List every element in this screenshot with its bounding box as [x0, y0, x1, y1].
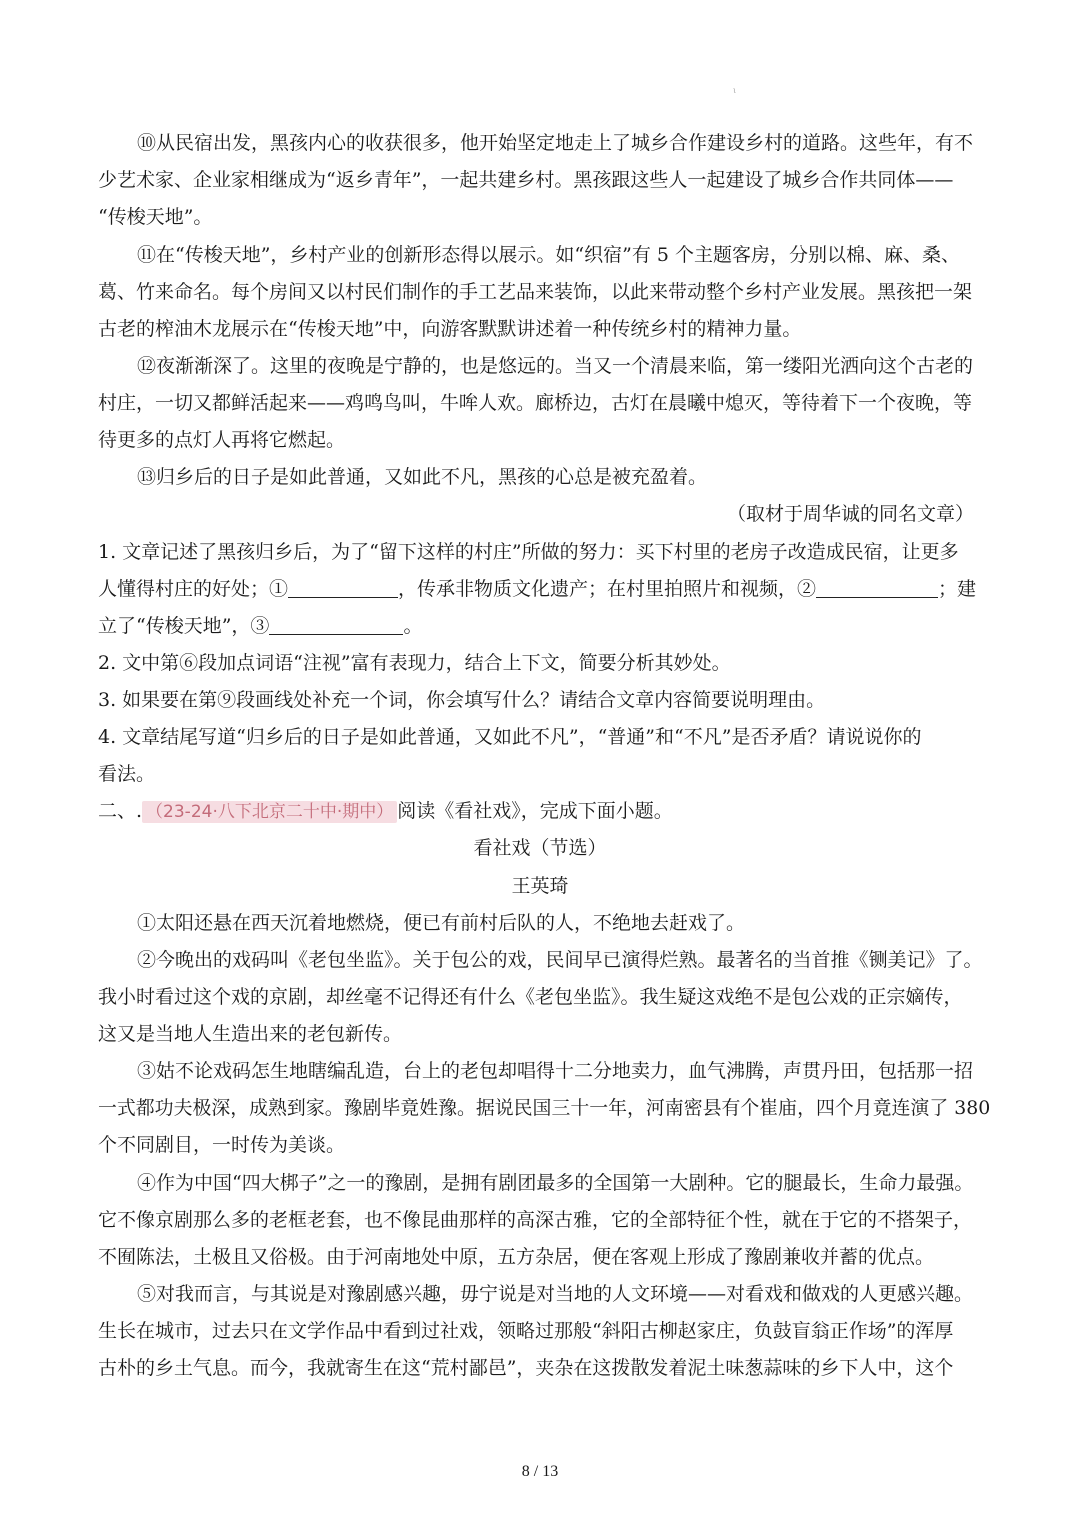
page-number: 8 / 13: [521, 1463, 559, 1480]
article-paragraph-4-line-2: 它不像京剧那么多的老框老套，也不像昆曲那样的高深古雅，它的全部特征个性，就在于它的不搭架子，: [98, 1209, 973, 1231]
article-paragraph-4-line-3: 不囿陈法，土极且又俗极。由于河南地处中原，五方杂居，便在客观上形成了豫剧兼收并蓄的优点。: [98, 1246, 935, 1268]
question-1-text-a: 人懂得村庄的好处；①: [98, 578, 289, 600]
paragraph-11-line-2: 葛、竹来命名。每个房间又以村民们制作的手工艺品来装饰，以此来带动整个乡村产业发展。黑孩把一架: [98, 281, 973, 303]
question-1-line-3: [98, 613, 422, 639]
question-1-text-b: ，传承非物质文化遗产；在村里拍照片和视频，②: [398, 578, 817, 600]
paragraph-12-line-3: 待更多的点灯人再将它燃起。: [98, 429, 346, 451]
question-1-text-e: 。: [403, 615, 423, 637]
question-3: 3. 如果要在第⑨段画线处补充一个词，你会填写什么？请结合文章内容简要说明理由。: [98, 689, 826, 711]
article-paragraph-5-line-1: ⑤对我而言，与其说是对豫剧感兴趣，毋宁说是对当地的人文环境——对看戏和做戏的人更感兴趣。: [137, 1283, 974, 1305]
article-paragraph-1: ①太阳还悬在西天沉着地燃烧，便已有前村后队的人，不绝地去赶戏了。: [137, 912, 746, 934]
question-1-text-d: 立了“传梭天地”，③: [98, 615, 270, 637]
question-1-text-c: ；建: [938, 578, 977, 600]
article-paragraph-5-line-2: 生长在城市，过去只在文学作品中看到过社戏，领略过那般“斜阳古柳赵家庄，负鼓盲翁正作场”的浑厚: [98, 1320, 954, 1342]
paragraph-10-line-1: ⑩从民宿出发，黑孩内心的收获很多，他开始坚定地走上了城乡合作建设乡村的道路。这些年，有不: [137, 132, 974, 154]
question-4-line-2: 看法。: [98, 763, 156, 785]
article-author: 王英琦: [511, 875, 569, 897]
answer-blank-1[interactable]: [288, 578, 398, 598]
scan-mark: ι: [733, 86, 737, 95]
question-1-line-1: 1. 文章记述了黑孩归乡后，为了“留下这样的村庄”所做的努力：买下村里的老房子改造成民宿，让更多: [98, 541, 959, 563]
article-paragraph-3-line-2: 一式都功夫极深，成熟到家。豫剧毕竟姓豫。据说民国三十一年，河南密县有个崔庙，四个月竟连演了 380: [98, 1097, 991, 1119]
answer-blank-2[interactable]: [816, 578, 938, 598]
source-tag-badge: （23-24·八下北京二十中·期中）: [142, 801, 397, 823]
paragraph-11-line-3: 古老的榨油木龙展示在“传梭天地”中，向游客默默讲述着一种传统乡村的精神力量。: [98, 318, 802, 340]
answer-blank-3[interactable]: [269, 615, 403, 635]
question-4-line-1: 4. 文章结尾写道“归乡后的日子是如此普通，又如此不凡”，“普通”和“不凡”是否矛盾？请说说你的: [98, 726, 922, 748]
paragraph-10-line-2: 少艺术家、企业家相继成为“返乡青年”，一起共建乡村。黑孩跟这些人一起建设了城乡合作共同体——: [98, 169, 954, 191]
paragraph-11-line-1: ⑪在“传梭天地”，乡村产业的创新形态得以展示。如“织宿”有 5 个主题客房，分别以棉、麻、桑、: [137, 244, 961, 266]
article-paragraph-3-line-1: ③姑不论戏码怎生地瞎编乱造，台上的老包却唱得十二分地卖力，血气沸腾，声贯丹田，包括那一招: [137, 1060, 974, 1082]
article-title: 看社戏（节选）: [473, 837, 607, 859]
section-2-heading: [98, 798, 673, 825]
paragraph-13: ⑬归乡后的日子是如此普通，又如此不凡，黑孩的心总是被充盈着。: [137, 466, 708, 488]
section-2-instruction: 阅读《看社戏》，完成下面小题。: [397, 800, 673, 822]
question-1-line-2: [98, 576, 976, 602]
article-paragraph-2-line-2: 我小时看过这个戏的京剧，却丝毫不记得还有什么《老包坐监》。我生疑这戏绝不是包公戏的正宗嫡传，: [98, 986, 963, 1008]
paragraph-10-line-3: “传梭天地”。: [98, 206, 213, 228]
source-citation: （取材于周华诚的同名文章）: [726, 503, 974, 525]
article-paragraph-2-line-3: 这又是当地人生造出来的老包新传。: [98, 1023, 403, 1045]
article-paragraph-4-line-1: ④作为中国“四大梆子”之一的豫剧，是拥有剧团最多的全国第一大剧种。它的腿最长，生命力最强。: [137, 1172, 974, 1194]
article-paragraph-2-line-1: ②今晚出的戏码叫《老包坐监》。关于包公的戏，民间早已演得烂熟。最著名的当首推《铡美记》了。: [137, 949, 983, 971]
paragraph-12-line-2: 村庄，一切又都鲜活起来——鸡鸣鸟叫，牛哞人欢。廊桥边，古灯在晨曦中熄灭，等待着下一个夜晚，等: [98, 392, 973, 414]
article-paragraph-5-line-3: 古朴的乡土气息。而今，我就寄生在这“荒村鄙邑”，夹杂在这拨散发着泥土味葱蒜味的乡下人中，这个: [98, 1357, 954, 1379]
article-paragraph-3-line-3: 个不同剧目，一时传为美谈。: [98, 1134, 346, 1156]
section-2-prefix: 二、.: [98, 800, 143, 822]
paragraph-12-line-1: ⑫夜渐渐深了。这里的夜晚是宁静的，也是悠远的。当又一个清晨来临，第一缕阳光洒向这个古老的: [137, 355, 974, 377]
question-2: 2. 文中第⑥段加点词语“注视”富有表现力，结合上下文，简要分析其妙处。: [98, 652, 731, 674]
